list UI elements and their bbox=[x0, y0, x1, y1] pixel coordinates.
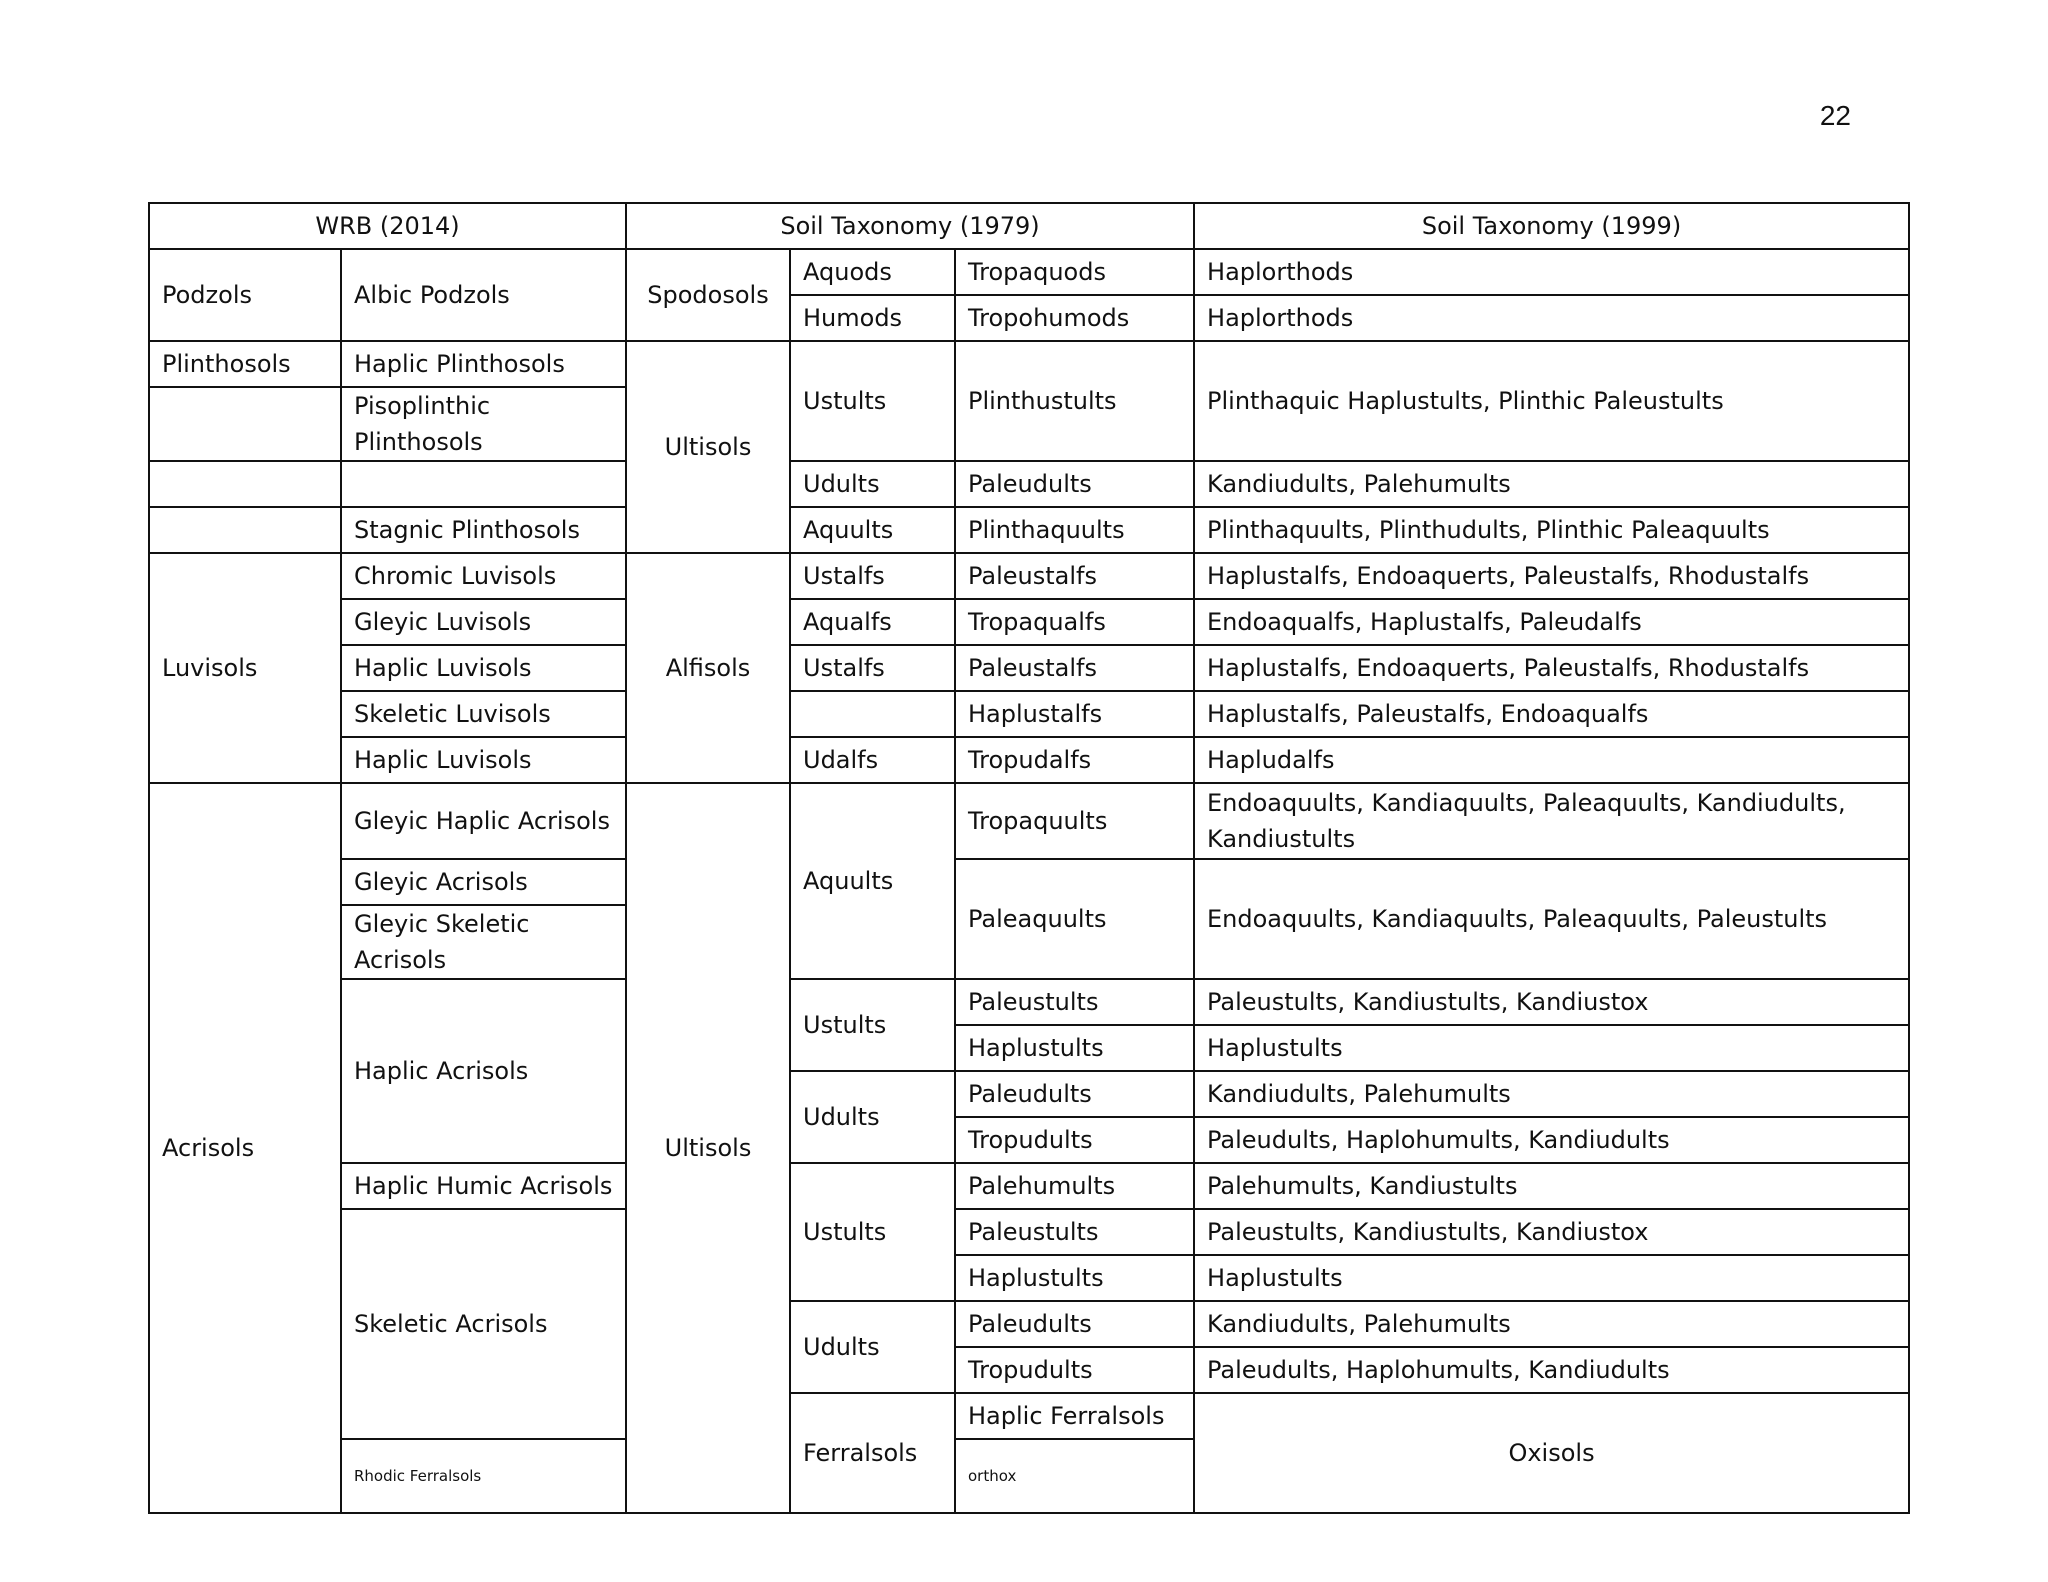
taxa-1999-cell: Kandiudults, Palehumults bbox=[1194, 1071, 1909, 1117]
great-group-cell: Paleustults bbox=[955, 1209, 1194, 1255]
order-cell: Alfisols bbox=[626, 553, 790, 783]
order-cell: Oxisols bbox=[1194, 1393, 1909, 1513]
taxa-1999-cell: Paleudults, Haplohumults, Kandiudults bbox=[1194, 1117, 1909, 1163]
wrb-subgroup-cell: Rhodic Ferralsols bbox=[341, 1439, 626, 1513]
wrb-subgroup-cell: Gleyic Haplic Acrisols bbox=[341, 783, 626, 859]
suborder-cell: Aqualfs bbox=[790, 599, 955, 645]
taxa-1999-cell: Haplustalfs, Endoaquerts, Paleustalfs, Rhodustalfs bbox=[1194, 645, 1909, 691]
suborder-cell: Ustalfs bbox=[790, 645, 955, 691]
taxa-1999-cell: Paleudults, Haplohumults, Kandiudults bbox=[1194, 1347, 1909, 1393]
great-group-cell: Haplustalfs bbox=[955, 691, 1194, 737]
suborder-cell: Aquods bbox=[790, 249, 955, 295]
taxa-1999-cell: Haplustalfs, Paleustalfs, Endoaqualfs bbox=[1194, 691, 1909, 737]
group-cell: Plinthosols bbox=[149, 341, 341, 387]
taxa-1999-cell: Paleustults, Kandiustults, Kandiustox bbox=[1194, 1209, 1909, 1255]
taxa-1999-cell: Kandiudults, Palehumults bbox=[1194, 1301, 1909, 1347]
taxa-1999-cell: Haplustalfs, Endoaquerts, Paleustalfs, Rhodustalfs bbox=[1194, 553, 1909, 599]
great-group-cell: Paleustalfs bbox=[955, 645, 1194, 691]
group-cell-empty bbox=[149, 507, 341, 553]
header-wrb: WRB (2014) bbox=[149, 203, 626, 249]
soil-classification-table bbox=[148, 202, 1910, 1514]
group-cell-empty bbox=[149, 461, 341, 507]
table-row bbox=[149, 553, 1909, 599]
group-cell-empty bbox=[149, 387, 341, 461]
great-group-cell: Tropudalfs bbox=[955, 737, 1194, 783]
great-group-cell: Tropaquults bbox=[955, 783, 1194, 859]
great-group-cell: Paleudults bbox=[955, 1071, 1194, 1117]
taxa-1999-cell: Endoaquults, Kandiaquults, Paleaquults, Kandiudults, Kandiustults bbox=[1194, 783, 1909, 859]
suborder-cell: Udalfs bbox=[790, 737, 955, 783]
great-group-cell: Tropaqualfs bbox=[955, 599, 1194, 645]
taxa-1999-cell: Plinthaquic Haplustults, Plinthic Paleustults bbox=[1194, 341, 1909, 461]
suborder-cell: Aquults bbox=[790, 507, 955, 553]
wrb-subgroup-cell: Haplic Plinthosols bbox=[341, 341, 626, 387]
table-row bbox=[149, 691, 1909, 737]
taxa-1999-cell: Palehumults, Kandiustults bbox=[1194, 1163, 1909, 1209]
great-group-cell: Paleudults bbox=[955, 1301, 1194, 1347]
wrb-subgroup-cell: Pisoplinthic Plinthosols bbox=[341, 387, 626, 461]
great-group-cell: Plinthustults bbox=[955, 341, 1194, 461]
table-row bbox=[149, 1209, 1909, 1255]
table-row bbox=[149, 1163, 1909, 1209]
table-row bbox=[149, 737, 1909, 783]
table-row bbox=[149, 979, 1909, 1025]
suborder-cell: Udults bbox=[790, 1301, 955, 1393]
group-cell: Ferralsols bbox=[790, 1393, 955, 1513]
wrb-subgroup-cell: Haplic Luvisols bbox=[341, 737, 626, 783]
great-group-cell: Tropohumods bbox=[955, 295, 1194, 341]
table-row bbox=[149, 645, 1909, 691]
suborder-cell: Ustults bbox=[790, 979, 955, 1071]
table-row bbox=[149, 461, 1909, 507]
suborder-cell: Ustults bbox=[790, 1163, 955, 1301]
wrb-subgroup-cell: Albic Podzols bbox=[341, 249, 626, 341]
group-cell: Podzols bbox=[149, 249, 341, 341]
group-cell: Acrisols bbox=[149, 783, 341, 1513]
taxa-1999-cell: Haplustults bbox=[1194, 1025, 1909, 1071]
wrb-subgroup-cell: Haplic Luvisols bbox=[341, 645, 626, 691]
great-group-cell: Tropudults bbox=[955, 1347, 1194, 1393]
wrb-subgroup-cell: Haplic Humic Acrisols bbox=[341, 1163, 626, 1209]
group-cell: Luvisols bbox=[149, 553, 341, 783]
order-cell: Ultisols bbox=[626, 783, 790, 1513]
taxa-1999-cell: Plinthaquults, Plinthudults, Plinthic Paleaquults bbox=[1194, 507, 1909, 553]
wrb-subgroup-cell: Skeletic Acrisols bbox=[341, 1209, 626, 1439]
taxa-1999-cell: Kandiudults, Palehumults bbox=[1194, 461, 1909, 507]
suborder-cell-empty bbox=[790, 691, 955, 737]
wrb-subgroup-cell: Gleyic Luvisols bbox=[341, 599, 626, 645]
taxa-1999-cell: Paleustults, Kandiustults, Kandiustox bbox=[1194, 979, 1909, 1025]
wrb-subgroup-cell: Chromic Luvisols bbox=[341, 553, 626, 599]
table-row bbox=[149, 859, 1909, 905]
wrb-subgroup-cell: Skeletic Luvisols bbox=[341, 691, 626, 737]
suborder-cell: Aquults bbox=[790, 783, 955, 979]
suborder-cell: Udults bbox=[790, 1071, 955, 1163]
great-group-cell: Haplustults bbox=[955, 1025, 1194, 1071]
great-group-cell: Haplustults bbox=[955, 1255, 1194, 1301]
taxa-1999-cell: Haplorthods bbox=[1194, 249, 1909, 295]
order-cell: Spodosols bbox=[626, 249, 790, 341]
table-header-row bbox=[149, 203, 1909, 249]
suborder-cell: orthox bbox=[955, 1439, 1194, 1513]
suborder-cell: Udults bbox=[790, 461, 955, 507]
header-soil-taxonomy-1999: Soil Taxonomy (1999) bbox=[1194, 203, 1909, 249]
table-row bbox=[149, 341, 1909, 387]
great-group-cell: Paleudults bbox=[955, 461, 1194, 507]
table-row bbox=[149, 783, 1909, 859]
taxa-1999-cell: Hapludalfs bbox=[1194, 737, 1909, 783]
great-group-cell: Tropudults bbox=[955, 1117, 1194, 1163]
table-row bbox=[149, 507, 1909, 553]
taxa-1999-cell: Haplorthods bbox=[1194, 295, 1909, 341]
wrb-subgroup-cell: Gleyic Acrisols bbox=[341, 859, 626, 905]
wrb-subgroup-cell: Haplic Acrisols bbox=[341, 979, 626, 1163]
taxa-1999-cell: Endoaquults, Kandiaquults, Paleaquults, Paleustults bbox=[1194, 859, 1909, 979]
wrb-subgroup-cell: Gleyic Skeletic Acrisols bbox=[341, 905, 626, 979]
suborder-cell: Ustults bbox=[790, 341, 955, 461]
page-number: 22 bbox=[1819, 100, 1851, 131]
suborder-cell: Ustalfs bbox=[790, 553, 955, 599]
wrb-subgroup-cell-empty bbox=[341, 461, 626, 507]
great-group-cell: Paleustults bbox=[955, 979, 1194, 1025]
table-row bbox=[149, 249, 1909, 295]
great-group-cell: Paleaquults bbox=[955, 859, 1194, 979]
taxa-1999-cell: Endoaqualfs, Haplustalfs, Paleudalfs bbox=[1194, 599, 1909, 645]
taxa-1999-cell: Haplustults bbox=[1194, 1255, 1909, 1301]
great-group-cell: Tropaquods bbox=[955, 249, 1194, 295]
table-row bbox=[149, 599, 1909, 645]
great-group-cell: Plinthaquults bbox=[955, 507, 1194, 553]
suborder-cell: Humods bbox=[790, 295, 955, 341]
header-soil-taxonomy-1979: Soil Taxonomy (1979) bbox=[626, 203, 1194, 249]
order-cell: Ultisols bbox=[626, 341, 790, 553]
wrb-subgroup-cell: Haplic Ferralsols bbox=[955, 1393, 1194, 1439]
great-group-cell: Paleustalfs bbox=[955, 553, 1194, 599]
great-group-cell: Palehumults bbox=[955, 1163, 1194, 1209]
wrb-subgroup-cell: Stagnic Plinthosols bbox=[341, 507, 626, 553]
